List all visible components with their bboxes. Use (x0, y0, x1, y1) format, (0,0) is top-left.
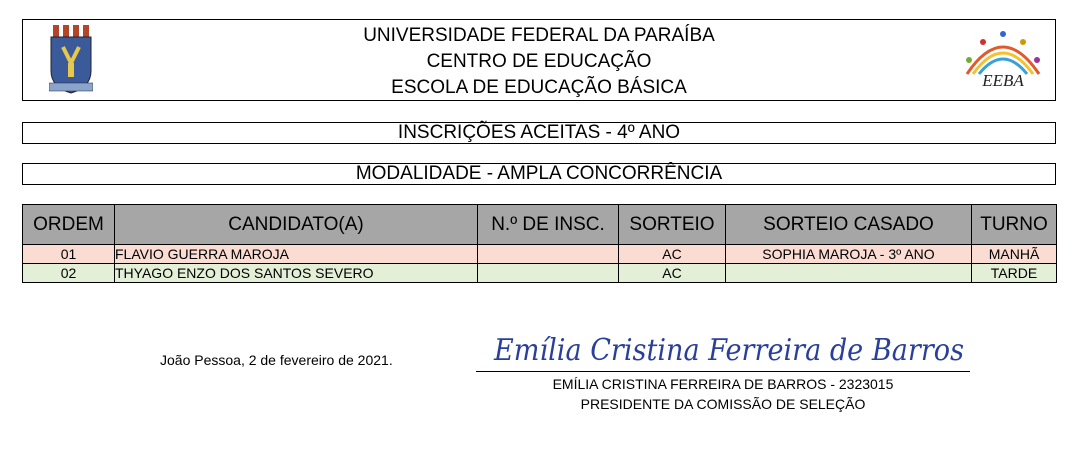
col-header-inscricao: N.º DE INSC. (478, 205, 619, 245)
cell-sorteio-casado: SOPHIA MAROJA - 3º ANO (726, 245, 972, 264)
signature-line (476, 371, 970, 372)
header-titles (23, 23, 1055, 101)
col-header-ordem: ORDEM (23, 205, 115, 245)
school-logo-text: EEBA (982, 71, 1024, 90)
table-header-row (23, 205, 1057, 245)
col-header-candidato: CANDIDATO(A) (115, 205, 478, 245)
header-line-university: UNIVERSIDADE FEDERAL DA PARAÍBA (363, 25, 715, 46)
cell-candidato: THYAGO ENZO DOS SANTOS SEVERO (115, 264, 478, 283)
table-row (23, 264, 1057, 283)
banner-accepted-enrollments: INSCRIÇÕES ACEITAS - 4º ANO (22, 122, 1056, 144)
handwritten-signature (490, 322, 970, 372)
cell-turno: TARDE (972, 264, 1057, 283)
school-logo-icon (957, 26, 1049, 92)
cell-candidato: FLAVIO GUERRA MAROJA (115, 245, 478, 264)
document-header (22, 19, 1056, 101)
document-date: João Pessoa, 2 de fevereiro de 2021. (160, 352, 393, 368)
cell-inscricao (478, 245, 619, 264)
header-line-school: ESCOLA DE EDUCAÇÃO BÁSICA (391, 77, 687, 98)
signer-role: PRESIDENTE DA COMISSÃO DE SELEÇÃO (580, 396, 866, 412)
signer-name: EMÍLIA CRISTINA FERREIRA DE BARROS - 2323015 (552, 376, 894, 392)
cell-sorteio: AC (619, 264, 726, 283)
cell-sorteio: AC (619, 245, 726, 264)
col-header-turno: TURNO (972, 205, 1057, 245)
cell-inscricao (478, 264, 619, 283)
col-header-sorteio: SORTEIO (619, 205, 726, 245)
results-table (22, 204, 1057, 283)
cell-ordem: 02 (23, 264, 115, 283)
col-header-sorteio-casado: SORTEIO CASADO (726, 205, 972, 245)
header-line-center: CENTRO DE EDUCAÇÃO (426, 51, 652, 72)
cell-sorteio-casado (726, 264, 972, 283)
svg-text:Emília Cristina Ferreira de Ba: Emília Cristina Ferreira de Barros (493, 333, 964, 368)
cell-turno: MANHÃ (972, 245, 1057, 264)
cell-ordem: 01 (23, 245, 115, 264)
banner-modality: MODALIDADE - AMPLA CONCORRÊNCIA (22, 163, 1056, 185)
signer-block (476, 374, 970, 414)
table-row (23, 245, 1057, 264)
